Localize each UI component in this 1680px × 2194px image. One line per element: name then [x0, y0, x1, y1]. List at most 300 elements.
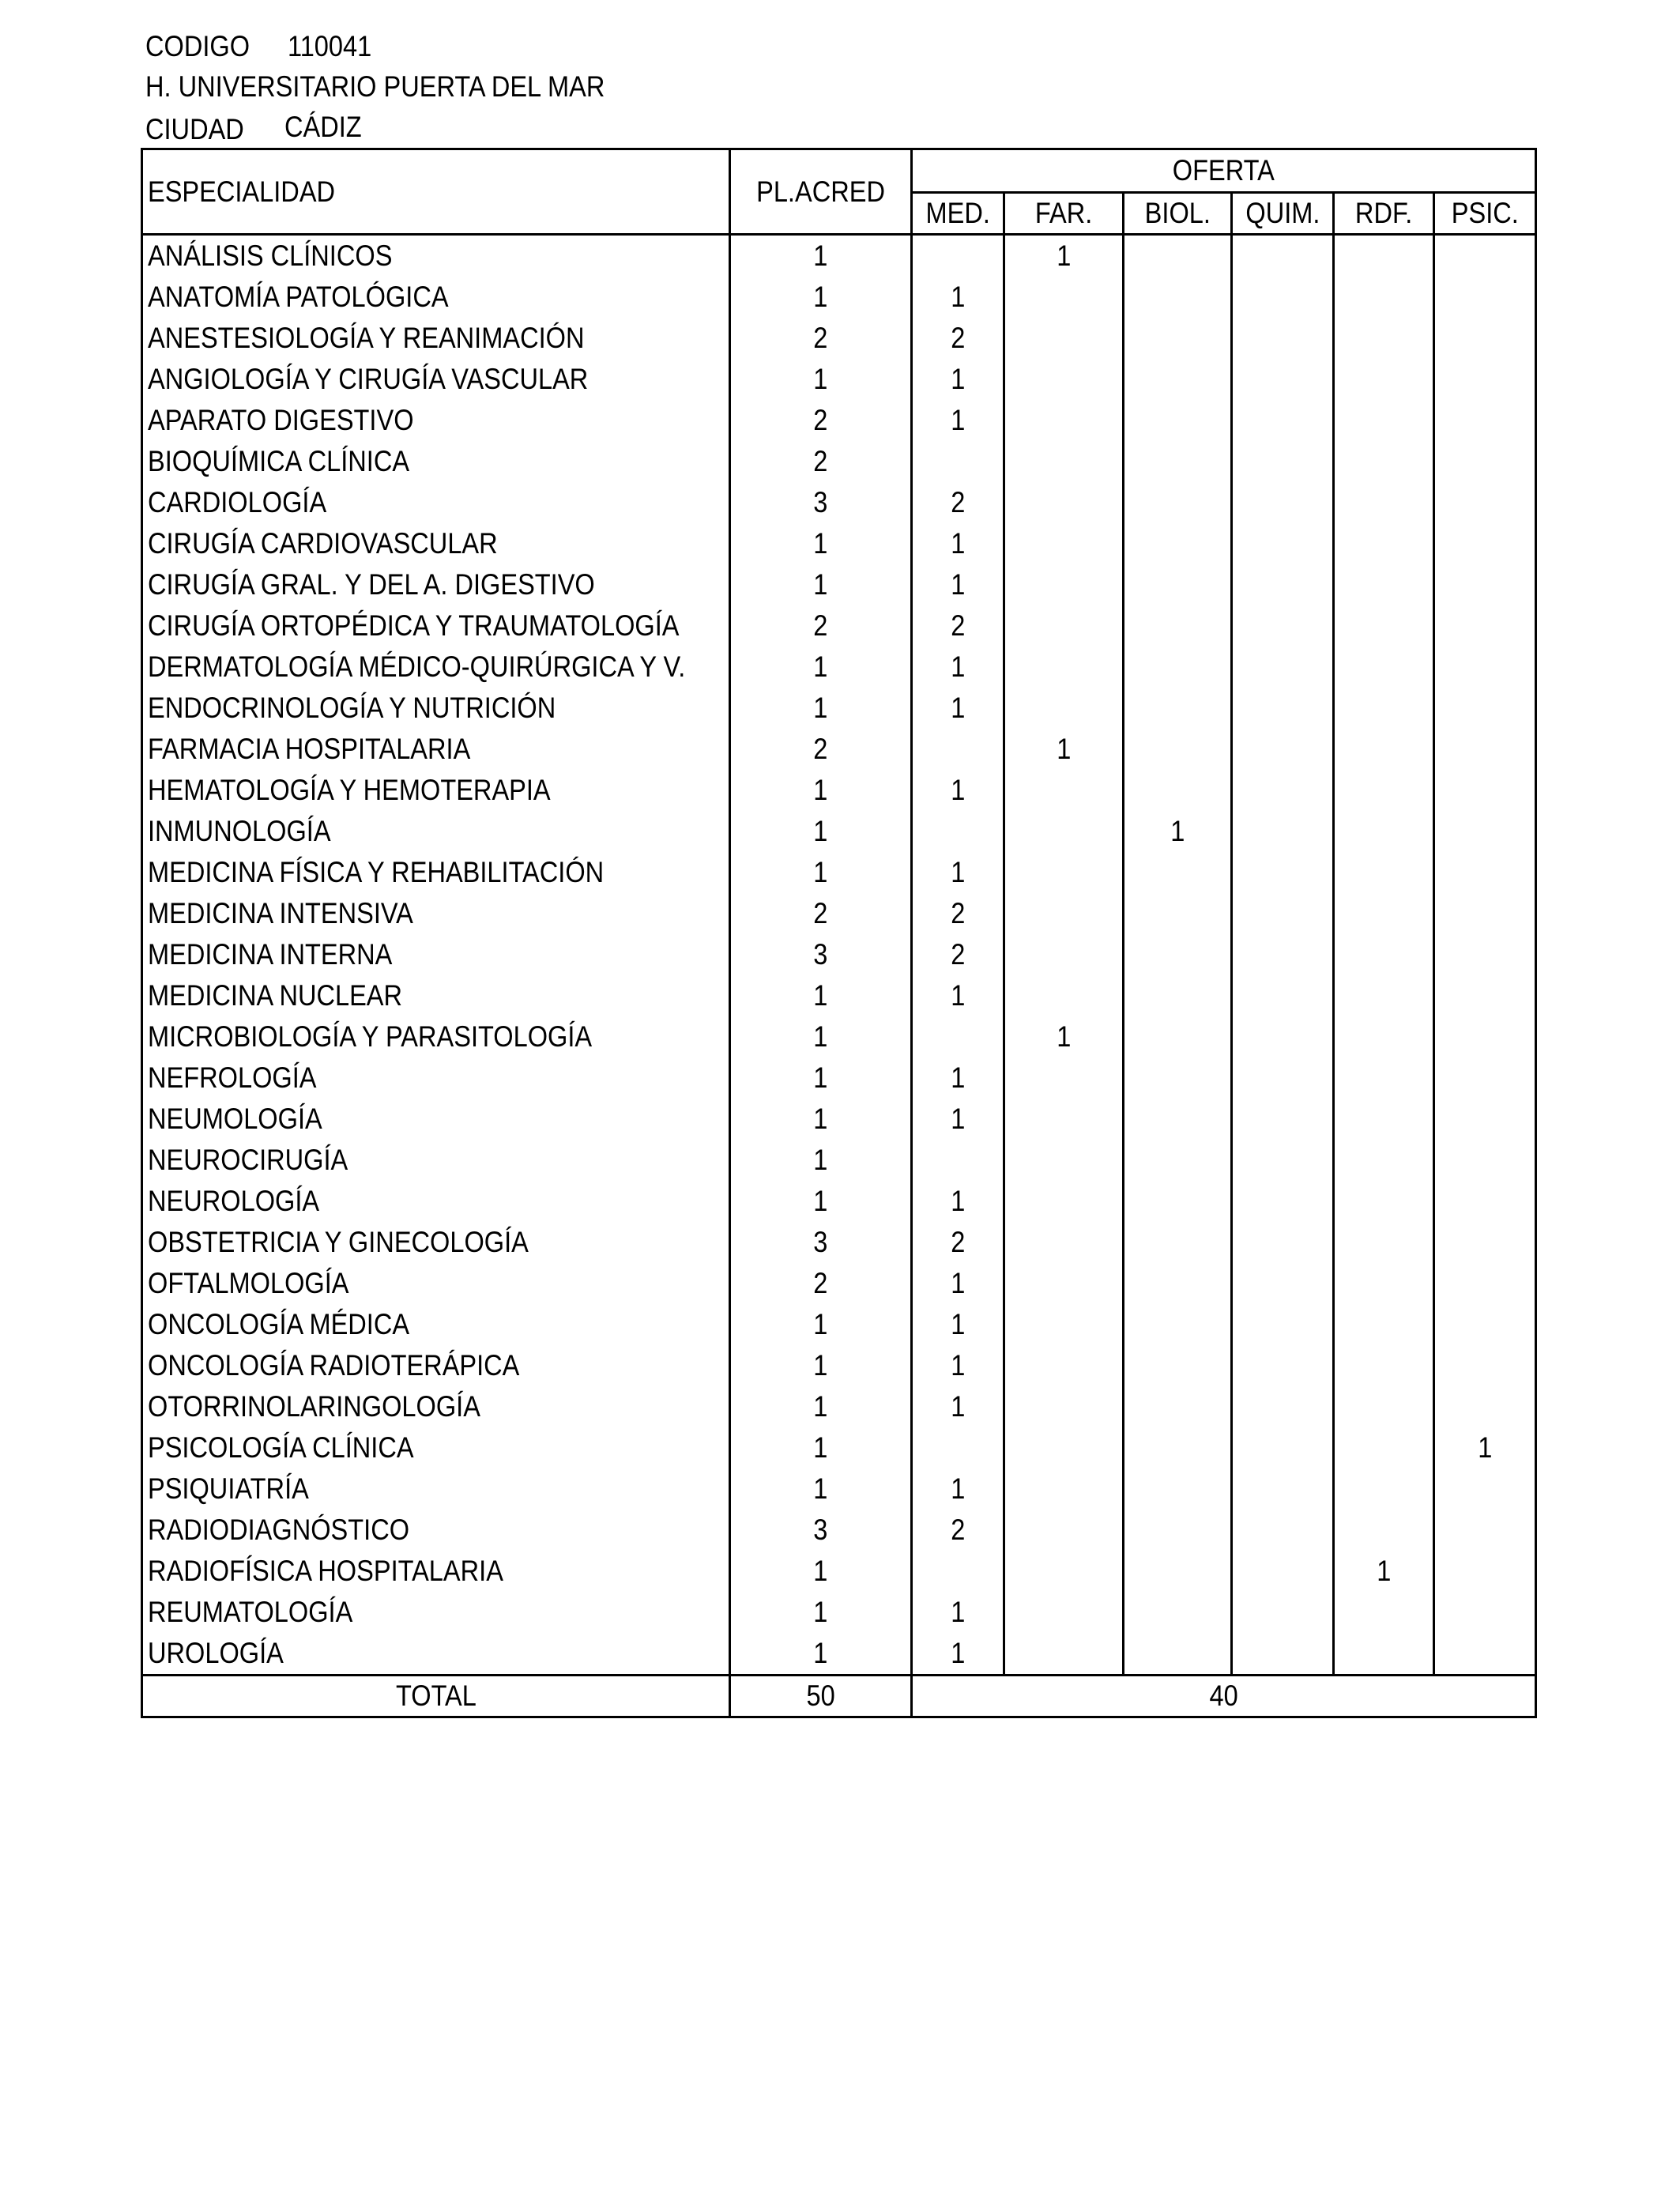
far-cell [1004, 1427, 1124, 1468]
placred-cell: 1 [730, 1140, 912, 1181]
table-row [142, 318, 1536, 359]
table-row [142, 893, 1536, 934]
biol-cell [1124, 934, 1232, 975]
placred-cell: 3 [730, 934, 912, 975]
med-cell [912, 235, 1004, 277]
placred-cell: 2 [730, 400, 912, 441]
especialidad-cell: HEMATOLOGÍA Y HEMOTERAPIA [148, 774, 551, 806]
rdf-cell [1334, 770, 1434, 811]
psic-cell [1434, 647, 1536, 688]
placred-cell: 1 [730, 1468, 912, 1510]
far-cell [1004, 605, 1124, 647]
psic-cell [1434, 1140, 1536, 1181]
far-cell [1004, 811, 1124, 852]
table-row [142, 482, 1536, 523]
biol-cell [1124, 975, 1232, 1016]
rdf-cell [1334, 1263, 1434, 1304]
ciudad-label: CIUDAD [145, 113, 244, 145]
placred-cell: 3 [730, 1510, 912, 1551]
quim-cell [1232, 1304, 1334, 1345]
quim-cell [1232, 1510, 1334, 1551]
rdf-cell [1334, 400, 1434, 441]
codigo-value: 110041 [288, 30, 372, 62]
rdf-cell [1334, 277, 1434, 318]
rdf-cell [1334, 1468, 1434, 1510]
biol-cell [1124, 688, 1232, 729]
quim-cell [1232, 729, 1334, 770]
placred-cell: 2 [730, 441, 912, 482]
placred-cell: 1 [730, 564, 912, 605]
biol-cell [1124, 1263, 1232, 1304]
far-cell [1004, 1551, 1124, 1592]
biol-cell [1124, 1551, 1232, 1592]
table-row [142, 1592, 1536, 1633]
far-cell: 1 [1004, 1016, 1124, 1057]
biol-cell [1124, 1592, 1232, 1633]
especialidad-cell: MEDICINA NUCLEAR [148, 979, 403, 1012]
biol-cell [1124, 400, 1232, 441]
biol-cell [1124, 564, 1232, 605]
rdf-cell [1334, 1222, 1434, 1263]
total-oferta: 40 [912, 1676, 1536, 1717]
especialidad-cell: CIRUGÍA ORTOPÉDICA Y TRAUMATOLOGÍA [148, 609, 680, 642]
quim-cell [1232, 1099, 1334, 1140]
placred-cell: 1 [730, 811, 912, 852]
rdf-cell: 1 [1334, 1551, 1434, 1592]
placred-cell: 1 [730, 975, 912, 1016]
placred-cell: 2 [730, 1263, 912, 1304]
psic-cell [1434, 1263, 1536, 1304]
far-cell [1004, 359, 1124, 400]
quim-cell [1232, 1551, 1334, 1592]
placred-cell: 1 [730, 1551, 912, 1592]
especialidad-cell: PSIQUIATRÍA [148, 1472, 309, 1505]
med-cell: 1 [912, 359, 1004, 400]
quim-cell [1232, 1427, 1334, 1468]
quim-cell [1232, 1386, 1334, 1427]
quim-cell [1232, 934, 1334, 975]
rdf-cell [1334, 811, 1434, 852]
biol-cell [1124, 235, 1232, 277]
table-row [142, 1468, 1536, 1510]
especialidad-cell: INMUNOLOGÍA [148, 815, 331, 847]
especialidad-cell: OBSTETRICIA Y GINECOLOGÍA [148, 1226, 529, 1258]
table-row [142, 235, 1536, 277]
biol-cell [1124, 1016, 1232, 1057]
biol-cell [1124, 1633, 1232, 1676]
placred-cell: 1 [730, 1181, 912, 1222]
quim-cell [1232, 1345, 1334, 1386]
rdf-cell [1334, 1099, 1434, 1140]
especialidad-cell: OFTALMOLOGÍA [148, 1267, 349, 1299]
especialidad-cell: REUMATOLOGÍA [148, 1596, 353, 1628]
far-cell [1004, 1222, 1124, 1263]
psic-cell [1434, 1468, 1536, 1510]
header-oferta: OFERTA [912, 149, 1536, 193]
header-especialidad: ESPECIALIDAD [142, 149, 730, 235]
psic-cell [1434, 441, 1536, 482]
psic-cell: 1 [1434, 1427, 1536, 1468]
placred-cell: 1 [730, 852, 912, 893]
quim-cell [1232, 647, 1334, 688]
med-cell: 1 [912, 1633, 1004, 1676]
quim-cell [1232, 277, 1334, 318]
rdf-cell [1334, 359, 1434, 400]
far-cell [1004, 852, 1124, 893]
med-cell: 2 [912, 482, 1004, 523]
placred-cell: 1 [730, 277, 912, 318]
subheader-cell: BIOL. [1124, 193, 1232, 235]
med-cell: 1 [912, 1592, 1004, 1633]
psic-cell [1434, 852, 1536, 893]
psic-cell [1434, 277, 1536, 318]
table-row [142, 400, 1536, 441]
far-cell [1004, 400, 1124, 441]
quim-cell [1232, 1592, 1334, 1633]
biol-cell [1124, 1181, 1232, 1222]
rdf-cell [1334, 893, 1434, 934]
psic-cell [1434, 318, 1536, 359]
quim-cell [1232, 318, 1334, 359]
far-cell [1004, 647, 1124, 688]
psic-cell [1434, 1551, 1536, 1592]
psic-cell [1434, 605, 1536, 647]
psic-cell [1434, 1510, 1536, 1551]
quim-cell [1232, 359, 1334, 400]
med-cell: 2 [912, 1222, 1004, 1263]
biol-cell [1124, 359, 1232, 400]
especialidad-cell: CIRUGÍA CARDIOVASCULAR [148, 527, 498, 560]
biol-cell [1124, 1386, 1232, 1427]
table-row [142, 359, 1536, 400]
table-row [142, 770, 1536, 811]
rdf-cell [1334, 1140, 1434, 1181]
especialidad-cell: NEUROCIRUGÍA [148, 1144, 348, 1176]
biol-cell [1124, 482, 1232, 523]
biol-cell: 1 [1124, 811, 1232, 852]
far-cell [1004, 893, 1124, 934]
biol-cell [1124, 647, 1232, 688]
table-row [142, 647, 1536, 688]
table-row [142, 1016, 1536, 1057]
quim-cell [1232, 893, 1334, 934]
med-cell: 1 [912, 1099, 1004, 1140]
psic-cell [1434, 1181, 1536, 1222]
table-row [142, 564, 1536, 605]
psic-cell [1434, 811, 1536, 852]
placred-cell: 2 [730, 605, 912, 647]
biol-cell [1124, 1345, 1232, 1386]
quim-cell [1232, 852, 1334, 893]
far-cell [1004, 277, 1124, 318]
biol-cell [1124, 318, 1232, 359]
table-row [142, 523, 1536, 564]
especialidad-cell: MICROBIOLOGÍA Y PARASITOLOGÍA [148, 1020, 593, 1053]
psic-cell [1434, 482, 1536, 523]
med-cell: 2 [912, 893, 1004, 934]
far-cell [1004, 1304, 1124, 1345]
especialidad-cell: BIOQUÍMICA CLÍNICA [148, 445, 410, 477]
quim-cell [1232, 235, 1334, 277]
table-row [142, 1181, 1536, 1222]
rdf-cell [1334, 1304, 1434, 1345]
rdf-cell [1334, 523, 1434, 564]
especialidad-cell: CARDIOLOGÍA [148, 486, 327, 518]
especialidad-cell: ANATOMÍA PATOLÓGICA [148, 281, 449, 313]
quim-cell [1232, 523, 1334, 564]
psic-cell [1434, 564, 1536, 605]
placred-cell: 1 [730, 1386, 912, 1427]
biol-cell [1124, 1222, 1232, 1263]
rdf-cell [1334, 975, 1434, 1016]
rdf-cell [1334, 564, 1434, 605]
quim-cell [1232, 1140, 1334, 1181]
placred-cell: 1 [730, 523, 912, 564]
table-row [142, 1057, 1536, 1099]
placred-cell: 1 [730, 1099, 912, 1140]
biol-cell [1124, 770, 1232, 811]
psic-cell [1434, 1099, 1536, 1140]
table-row [142, 852, 1536, 893]
placred-cell: 1 [730, 770, 912, 811]
med-cell: 1 [912, 647, 1004, 688]
far-cell [1004, 1140, 1124, 1181]
table-row [142, 1345, 1536, 1386]
subheader-cell: PSIC. [1434, 193, 1536, 235]
rdf-cell [1334, 934, 1434, 975]
med-cell: 1 [912, 523, 1004, 564]
especialidad-cell: ANÁLISIS CLÍNICOS [148, 239, 393, 272]
psic-cell [1434, 1345, 1536, 1386]
far-cell [1004, 1263, 1124, 1304]
med-cell: 1 [912, 1468, 1004, 1510]
placred-cell: 1 [730, 688, 912, 729]
placred-cell: 1 [730, 1016, 912, 1057]
especialidad-cell: MEDICINA FÍSICA Y REHABILITACIÓN [148, 856, 605, 888]
biol-cell [1124, 729, 1232, 770]
quim-cell [1232, 482, 1334, 523]
table-row [142, 1140, 1536, 1181]
placred-cell: 2 [730, 893, 912, 934]
table-row [142, 688, 1536, 729]
quim-cell [1232, 441, 1334, 482]
placred-cell: 1 [730, 1592, 912, 1633]
table-row [142, 811, 1536, 852]
psic-cell [1434, 893, 1536, 934]
med-cell: 1 [912, 1057, 1004, 1099]
med-cell: 2 [912, 318, 1004, 359]
especialidad-cell: ENDOCRINOLOGÍA Y NUTRICIÓN [148, 692, 556, 724]
med-cell [912, 1140, 1004, 1181]
psic-cell [1434, 523, 1536, 564]
plazas-table [141, 148, 1537, 1718]
biol-cell [1124, 523, 1232, 564]
quim-cell [1232, 605, 1334, 647]
table-row [142, 1222, 1536, 1263]
rdf-cell [1334, 1386, 1434, 1427]
psic-cell [1434, 1386, 1536, 1427]
especialidad-cell: ONCOLOGÍA RADIOTERÁPICA [148, 1349, 520, 1382]
placred-cell: 1 [730, 1304, 912, 1345]
biol-cell [1124, 441, 1232, 482]
placred-cell: 3 [730, 482, 912, 523]
hospital-name: H. UNIVERSITARIO PUERTA DEL MAR [145, 70, 605, 103]
especialidad-cell: DERMATOLOGÍA MÉDICO-QUIRÚRGICA Y V. [148, 650, 686, 683]
rdf-cell [1334, 647, 1434, 688]
especialidad-cell: ONCOLOGÍA MÉDICA [148, 1308, 410, 1340]
far-cell [1004, 1099, 1124, 1140]
med-cell [912, 1551, 1004, 1592]
med-cell [912, 811, 1004, 852]
far-cell [1004, 770, 1124, 811]
table-row [142, 1386, 1536, 1427]
table-row [142, 729, 1536, 770]
psic-cell [1434, 1016, 1536, 1057]
subheader-cell: MED. [912, 193, 1004, 235]
especialidad-cell: MEDICINA INTERNA [148, 938, 393, 971]
placred-cell: 2 [730, 729, 912, 770]
table-row [142, 934, 1536, 975]
rdf-cell [1334, 235, 1434, 277]
med-cell: 1 [912, 688, 1004, 729]
psic-cell [1434, 235, 1536, 277]
far-cell [1004, 1510, 1124, 1551]
psic-cell [1434, 1304, 1536, 1345]
especialidad-cell: RADIOFÍSICA HOSPITALARIA [148, 1555, 503, 1587]
especialidad-cell: APARATO DIGESTIVO [148, 404, 414, 436]
quim-cell [1232, 975, 1334, 1016]
subheader-cell: FAR. [1004, 193, 1124, 235]
med-cell: 1 [912, 1263, 1004, 1304]
especialidad-cell: NEUMOLOGÍA [148, 1103, 322, 1135]
quim-cell [1232, 770, 1334, 811]
psic-cell [1434, 359, 1536, 400]
rdf-cell [1334, 318, 1434, 359]
psic-cell [1434, 770, 1536, 811]
biol-cell [1124, 1099, 1232, 1140]
rdf-cell [1334, 729, 1434, 770]
far-cell [1004, 482, 1124, 523]
total-placred: 50 [730, 1676, 912, 1717]
psic-cell [1434, 729, 1536, 770]
placred-cell: 1 [730, 1633, 912, 1676]
placred-cell: 1 [730, 1057, 912, 1099]
especialidad-cell: FARMACIA HOSPITALARIA [148, 733, 471, 765]
med-cell: 2 [912, 934, 1004, 975]
far-cell [1004, 1181, 1124, 1222]
table-row [142, 1099, 1536, 1140]
biol-cell [1124, 1057, 1232, 1099]
header-placred: PL.ACRED [730, 149, 912, 235]
especialidad-cell: CIRUGÍA GRAL. Y DEL A. DIGESTIVO [148, 568, 595, 601]
quim-cell [1232, 1016, 1334, 1057]
med-cell: 1 [912, 564, 1004, 605]
psic-cell [1434, 688, 1536, 729]
rdf-cell [1334, 1181, 1434, 1222]
far-cell [1004, 318, 1124, 359]
far-cell [1004, 1468, 1124, 1510]
far-cell: 1 [1004, 729, 1124, 770]
table-row [142, 1427, 1536, 1468]
med-cell: 1 [912, 770, 1004, 811]
far-cell [1004, 564, 1124, 605]
biol-cell [1124, 1510, 1232, 1551]
quim-cell [1232, 564, 1334, 605]
far-cell [1004, 934, 1124, 975]
table-row [142, 1304, 1536, 1345]
especialidad-cell: ANESTESIOLOGÍA Y REANIMACIÓN [148, 322, 585, 354]
quim-cell [1232, 688, 1334, 729]
quim-cell [1232, 1468, 1334, 1510]
med-cell: 1 [912, 975, 1004, 1016]
psic-cell [1434, 1592, 1536, 1633]
especialidad-cell: OTORRINOLARINGOLOGÍA [148, 1390, 480, 1423]
biol-cell [1124, 893, 1232, 934]
especialidad-cell: ANGIOLOGÍA Y CIRUGÍA VASCULAR [148, 363, 589, 395]
far-cell [1004, 1345, 1124, 1386]
quim-cell [1232, 1633, 1334, 1676]
table-row [142, 1551, 1536, 1592]
subheader-cell: RDF. [1334, 193, 1434, 235]
biol-cell [1124, 605, 1232, 647]
far-cell [1004, 441, 1124, 482]
placred-cell: 1 [730, 359, 912, 400]
subheader-cell: QUIM. [1232, 193, 1334, 235]
med-cell: 2 [912, 1510, 1004, 1551]
psic-cell [1434, 1222, 1536, 1263]
table-body [142, 235, 1536, 1676]
psic-cell [1434, 975, 1536, 1016]
especialidad-cell: NEUROLOGÍA [148, 1185, 320, 1217]
placred-cell: 1 [730, 235, 912, 277]
rdf-cell [1334, 1016, 1434, 1057]
med-cell: 2 [912, 605, 1004, 647]
placred-cell: 1 [730, 1345, 912, 1386]
rdf-cell [1334, 1345, 1434, 1386]
placred-cell: 1 [730, 647, 912, 688]
psic-cell [1434, 1057, 1536, 1099]
med-cell: 1 [912, 1304, 1004, 1345]
med-cell [912, 1427, 1004, 1468]
table-row [142, 975, 1536, 1016]
biol-cell [1124, 277, 1232, 318]
far-cell [1004, 1057, 1124, 1099]
rdf-cell [1334, 688, 1434, 729]
med-cell [912, 729, 1004, 770]
med-cell: 1 [912, 852, 1004, 893]
med-cell: 1 [912, 400, 1004, 441]
med-cell [912, 441, 1004, 482]
biol-cell [1124, 1427, 1232, 1468]
total-label: TOTAL [142, 1676, 730, 1717]
especialidad-cell: PSICOLOGÍA CLÍNICA [148, 1431, 414, 1464]
placred-cell: 3 [730, 1222, 912, 1263]
far-cell [1004, 523, 1124, 564]
ciudad-value: CÁDIZ [284, 111, 362, 143]
table-row [142, 605, 1536, 647]
rdf-cell [1334, 1592, 1434, 1633]
especialidad-cell: NEFROLOGÍA [148, 1061, 317, 1094]
med-cell: 1 [912, 1386, 1004, 1427]
table-row [142, 277, 1536, 318]
quim-cell [1232, 1181, 1334, 1222]
rdf-cell [1334, 605, 1434, 647]
quim-cell [1232, 1057, 1334, 1099]
rdf-cell [1334, 1057, 1434, 1099]
psic-cell [1434, 1633, 1536, 1676]
quim-cell [1232, 400, 1334, 441]
especialidad-cell: UROLOGÍA [148, 1637, 284, 1669]
